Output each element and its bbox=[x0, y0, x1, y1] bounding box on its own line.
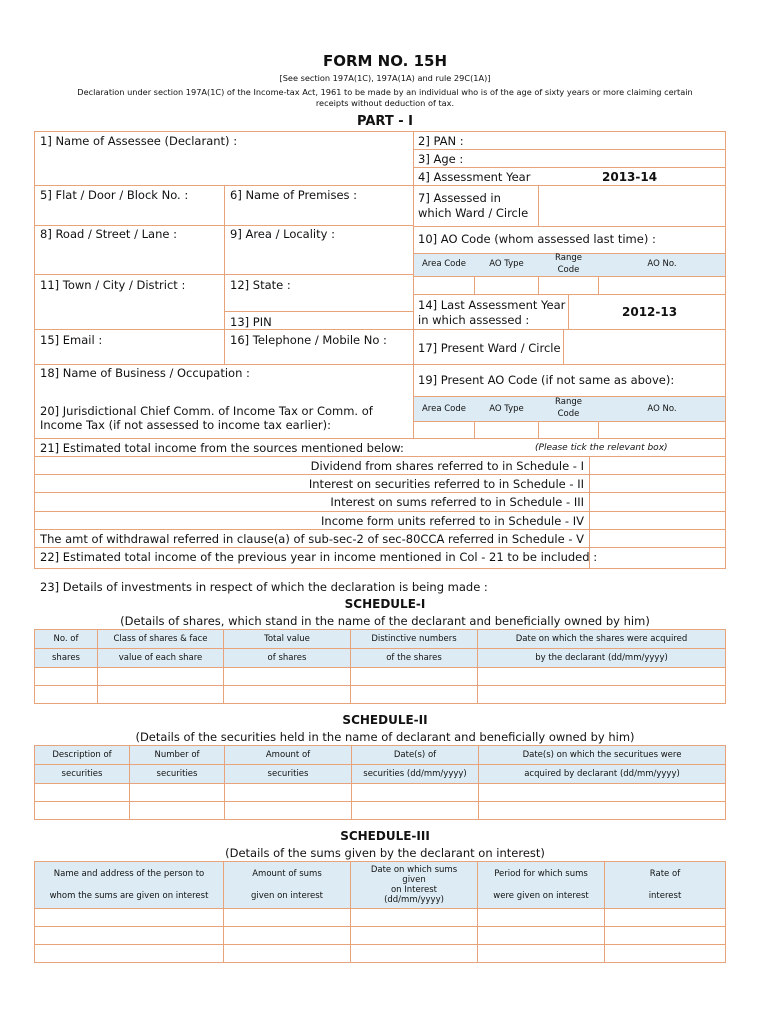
present-range-code-header-2: Code bbox=[557, 409, 580, 419]
s1-header-bottom-4: of the shares bbox=[351, 649, 478, 668]
schedule-1-table bbox=[34, 629, 726, 704]
jurisdictional-comm-label-1: 20] Jurisdictional Chief Comm. of Income Tax or Comm. of bbox=[40, 404, 373, 418]
area-locality-label: 9] Area / Locality : bbox=[230, 227, 335, 241]
table-row bbox=[35, 686, 726, 704]
present-area-code-header: Area Code bbox=[421, 404, 467, 414]
s2-header-bottom-1: securities bbox=[35, 765, 130, 784]
table-row bbox=[35, 945, 726, 963]
present-ao-type-header: AO Type bbox=[489, 404, 524, 414]
telephone-label: 16] Telephone / Mobile No : bbox=[230, 333, 387, 347]
assessment-year-value: 2013-14 bbox=[602, 170, 658, 184]
s3-header-3a: Date on which sums bbox=[370, 865, 458, 875]
see-section-text: [See section 197A(1C), 197A(1A) and rule 29C(1A)] bbox=[279, 73, 491, 83]
range-code-header-1: Range bbox=[555, 253, 582, 263]
schedule-3-desc: (Details of the sums given by the declarant on interest) bbox=[225, 846, 545, 860]
table-row bbox=[35, 668, 726, 686]
s3-header-4b: were given on interest bbox=[493, 891, 589, 901]
s1-header-bottom-1: shares bbox=[35, 649, 98, 668]
income-source-1: Dividend from shares referred to in Schedule - I bbox=[310, 459, 584, 473]
pan-label: 2] PAN : bbox=[418, 134, 464, 148]
s3-header-4a: Period for which sums bbox=[494, 869, 588, 879]
s3-header-2b: given on interest bbox=[250, 891, 323, 901]
s3-header-5b: interest bbox=[648, 891, 682, 901]
schedule-2-title: SCHEDULE-II bbox=[342, 713, 428, 727]
business-occupation-label: 18] Name of Business / Occupation : bbox=[40, 366, 250, 380]
assessment-year-label: 4] Assessment Year bbox=[418, 170, 531, 184]
in-which-assessed-label: in which assessed : bbox=[418, 313, 530, 327]
assessee-name-label: 1] Name of Assessee (Declarant) : bbox=[40, 134, 238, 148]
schedule-1-desc: (Details of shares, which stand in the name of the declarant and beneficially owned by him) bbox=[120, 614, 650, 628]
s3-header-1b: whom the sums are given on interest bbox=[49, 891, 209, 901]
income-source-4: Income form units referred to in Schedule - IV bbox=[321, 514, 584, 528]
estimated-income-label: 21] Estimated total income from the sources mentioned below: bbox=[40, 441, 404, 455]
state-label: 12] State : bbox=[230, 278, 291, 292]
s1-header-top-2: Class of shares & face bbox=[98, 630, 224, 649]
table-row bbox=[35, 784, 726, 802]
ao-no-header: AO No. bbox=[647, 259, 677, 269]
s3-header-3c: on Interest bbox=[390, 885, 438, 895]
s1-header-top-5: Date on which the shares were acquired bbox=[478, 630, 726, 649]
schedule-3-title: SCHEDULE-III bbox=[340, 829, 430, 843]
present-ao-no-header: AO No. bbox=[647, 404, 677, 414]
s3-header-5a: Rate of bbox=[649, 869, 681, 879]
tick-note: (Please tick the relevant box) bbox=[535, 443, 668, 453]
s2-header-bottom-4: securities (dd/mm/yyyy) bbox=[352, 765, 479, 784]
table-row bbox=[35, 909, 726, 927]
s1-header-bottom-3: of shares bbox=[224, 649, 351, 668]
ao-code-label: 10] AO Code (whom assessed last time) : bbox=[418, 232, 656, 246]
schedule-2-table bbox=[34, 745, 726, 820]
present-range-code-header-1: Range bbox=[555, 397, 582, 407]
investments-label: 23] Details of investments in respect of which the declaration is being made : bbox=[40, 580, 488, 594]
range-code-header-2: Code bbox=[557, 265, 580, 275]
s1-header-top-4: Distinctive numbers bbox=[351, 630, 478, 649]
s3-header-3d: (dd/mm/yyyy) bbox=[384, 895, 444, 905]
table-row bbox=[35, 802, 726, 820]
age-label: 3] Age : bbox=[418, 152, 464, 166]
assessed-in-label: 7] Assessed in bbox=[418, 191, 501, 205]
flat-door-label: 5] Flat / Door / Block No. : bbox=[40, 188, 189, 202]
s3-header-1a: Name and address of the person to bbox=[53, 869, 205, 879]
income-source-2: Interest on securities referred to in Schedule - II bbox=[308, 477, 584, 491]
table-row bbox=[35, 927, 726, 945]
last-assessment-year-value: 2012-13 bbox=[622, 305, 678, 319]
estimated-previous-year-label: 22] Estimated total income of the previous year in income mentioned in Col - 21 to be included : bbox=[40, 550, 598, 564]
pin-label: 13] PIN bbox=[230, 315, 272, 329]
form-title: FORM NO. 15H bbox=[322, 52, 448, 70]
income-source-3: Interest on sums referred to in Schedule - III bbox=[330, 495, 584, 509]
present-ao-code-label: 19] Present AO Code (if not same as above): bbox=[418, 373, 675, 387]
s2-header-top-1: Description of bbox=[35, 746, 130, 765]
ao-type-header: AO Type bbox=[489, 259, 524, 269]
schedule-1-title: SCHEDULE-I bbox=[344, 597, 426, 611]
s3-header-3b: given bbox=[402, 875, 426, 885]
schedule-2-desc: (Details of the securities held in the name of declarant and beneficially owned by him) bbox=[135, 730, 635, 744]
road-street-label: 8] Road / Street / Lane : bbox=[40, 227, 177, 241]
s1-header-bottom-2: value of each share bbox=[98, 649, 224, 668]
s2-header-bottom-2: securities bbox=[130, 765, 225, 784]
part-title: PART - I bbox=[357, 114, 413, 129]
s1-header-top-1: No. of bbox=[35, 630, 98, 649]
s1-header-bottom-5: by the declarant (dd/mm/yyyy) bbox=[478, 649, 726, 668]
income-source-5: The amt of withdrawal referred in clause(a) of sub-sec-2 of sec-80CCA referred in Schedule - V bbox=[40, 532, 584, 546]
s2-header-bottom-5: acquired by declarant (dd/mm/yyyy) bbox=[479, 765, 726, 784]
s2-header-top-4: Date(s) of bbox=[352, 746, 479, 765]
premises-label: 6] Name of Premises : bbox=[230, 188, 358, 202]
area-code-header: Area Code bbox=[421, 259, 467, 269]
s1-header-top-3: Total value bbox=[224, 630, 351, 649]
s2-header-bottom-3: securities bbox=[225, 765, 352, 784]
present-ward-label: 17] Present Ward / Circle bbox=[418, 341, 561, 355]
town-city-label: 11] Town / City / District : bbox=[40, 278, 186, 292]
ward-circle-label: which Ward / Circle bbox=[418, 206, 529, 220]
s2-header-top-5: Date(s) on which the securitues were bbox=[479, 746, 726, 765]
declaration-text-2: receipts without deduction of tax. bbox=[315, 98, 455, 108]
jurisdictional-comm-label-2: Income Tax (if not assessed to income tax earlier): bbox=[40, 418, 331, 432]
last-assessment-year-label: 14] Last Assessment Year bbox=[418, 298, 566, 312]
s2-header-top-2: Number of bbox=[130, 746, 225, 765]
s3-header-2a: Amount of sums bbox=[252, 869, 322, 879]
s2-header-top-3: Amount of bbox=[225, 746, 352, 765]
declaration-text-1: Declaration under section 197A(1C) of the Income-tax Act, 1961 to be made by an individual who is of the age of sixty years or more claiming certain bbox=[77, 87, 693, 97]
schedule-3-table bbox=[34, 861, 726, 963]
email-label: 15] Email : bbox=[40, 333, 103, 347]
